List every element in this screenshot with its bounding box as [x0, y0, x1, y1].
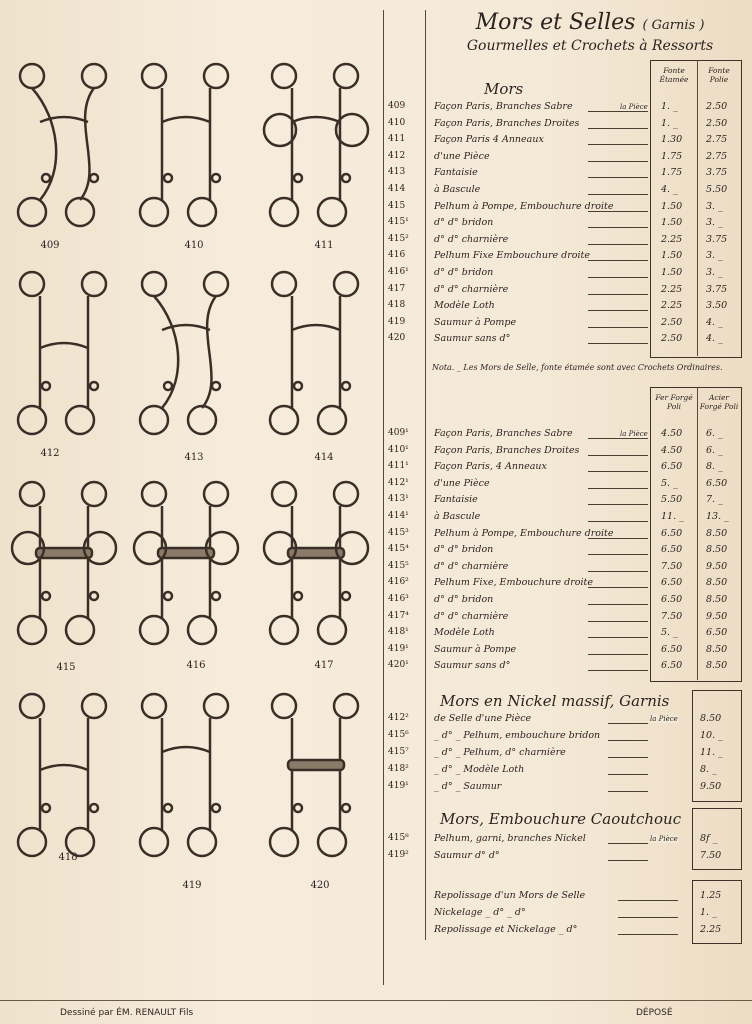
- leader-line: [608, 791, 648, 792]
- price-row: [388, 250, 740, 265]
- price-value-2: 3. _: [706, 250, 723, 262]
- item-description: Pelhum, garni, branches Nickel: [434, 833, 586, 844]
- price-row: [388, 833, 740, 848]
- price-value-2: 6. _: [706, 428, 723, 439]
- leader-line: [588, 438, 648, 439]
- item-description: Saumur d° d°: [434, 850, 500, 861]
- price-value-2: 9.50: [706, 610, 728, 622]
- price-value-2: 7. _: [706, 494, 723, 506]
- price-value-1: 11. _: [700, 747, 723, 758]
- bit-figure-417: [262, 478, 372, 657]
- price-row: [388, 781, 740, 796]
- leader-line: [608, 740, 648, 741]
- price-value-1: 1.25: [700, 890, 722, 901]
- price-value-1: 10. _: [700, 730, 723, 741]
- leader-line: [588, 244, 648, 245]
- price-row: [388, 134, 740, 149]
- price-row: [388, 267, 740, 282]
- leader-line: [588, 161, 648, 162]
- ref-number: 419¹: [388, 643, 409, 654]
- price-value-1: 6.50: [661, 660, 683, 672]
- price-value-2: 3.50: [706, 300, 728, 312]
- price-value-1: 2.50: [661, 333, 683, 345]
- price-value-2: 3.75: [706, 283, 728, 295]
- bit-figure-411: [262, 60, 372, 239]
- item-description: Nickelage _ d° _ d°: [434, 907, 526, 918]
- price-value-1: 2.25: [661, 233, 683, 245]
- price-row: [388, 660, 740, 675]
- price-value-2: 4. _: [706, 333, 723, 345]
- ref-number: 416³: [388, 594, 409, 604]
- price-row: [388, 511, 740, 526]
- price-value-1: 2.25: [661, 283, 683, 295]
- price-value-2: 2.50: [706, 101, 728, 112]
- price-value-2: 8.50: [706, 594, 728, 605]
- ref-number: 416¹: [388, 267, 409, 277]
- figure-number: 416: [186, 660, 206, 671]
- leader-line: [588, 260, 648, 261]
- leader-line: [588, 571, 648, 572]
- price-row: [388, 764, 740, 779]
- item-description: Saumur sans d°: [434, 660, 511, 672]
- price-row: [388, 594, 740, 609]
- leader-line: [588, 587, 648, 588]
- price-row: [388, 850, 740, 865]
- item-description: de Selle d'une Pièce: [434, 713, 532, 724]
- bit-figure-418: [10, 690, 120, 869]
- leader-line: [588, 488, 648, 489]
- price-row: [388, 644, 740, 659]
- price-row: [388, 478, 740, 493]
- ref-number: 415⁷: [388, 747, 409, 757]
- price-value-2: 8. _: [706, 461, 723, 473]
- price-value-2: 6.50: [706, 477, 728, 489]
- price-row: [388, 333, 740, 348]
- ref-number: 411: [388, 134, 406, 145]
- center-rule: [383, 10, 384, 985]
- price-row: [388, 544, 740, 559]
- item-description: Fantaisie: [434, 494, 478, 506]
- price-value-1: 6.50: [661, 594, 683, 605]
- leader-line: [588, 111, 648, 112]
- title-paren: ( Garnis ): [642, 18, 705, 33]
- price-value-1: 2.50: [661, 316, 683, 328]
- price-row: [388, 284, 740, 299]
- leader-line: [588, 310, 648, 311]
- price-row: [388, 428, 740, 443]
- price-row: [388, 151, 740, 166]
- price-value-1: 1. _: [661, 117, 678, 129]
- leader-line: [588, 471, 648, 472]
- bit-figure-415: [10, 478, 120, 657]
- leader-line: [618, 900, 678, 901]
- figure-number: 412: [40, 448, 60, 459]
- price-row: [388, 494, 740, 509]
- ref-number: 411¹: [388, 461, 409, 472]
- price-value-2: 8.50: [706, 643, 728, 655]
- section3-heading: Mors en Nickel massif, Garnis: [440, 692, 670, 710]
- item-description: Façon Paris, Branches Droites: [434, 444, 580, 456]
- item-description: _ d° _ Modèle Loth: [434, 764, 525, 775]
- section1-col2-header: Fonte Polie: [708, 66, 730, 84]
- leader-line: [608, 723, 648, 724]
- price-value-2: 2.75: [706, 150, 728, 162]
- ref-number: 415²: [388, 233, 409, 244]
- price-row: [388, 101, 740, 116]
- price-value-1: 11. _: [661, 511, 684, 522]
- price-value-1: 2.25: [700, 924, 722, 935]
- price-value-2: 3. _: [706, 200, 723, 212]
- item-description: Repolissage d'un Mors de Selle: [434, 890, 586, 901]
- leader-line: [588, 128, 648, 129]
- price-value-1: 1.50: [661, 267, 683, 278]
- ref-number: 410: [388, 117, 406, 128]
- price-row: [388, 201, 740, 216]
- price-row: [388, 730, 740, 745]
- ref-number: 413¹: [388, 494, 409, 505]
- ref-number: 417⁴: [388, 610, 409, 621]
- price-value-1: 1.75: [661, 150, 683, 162]
- leader-line: [588, 177, 648, 178]
- leader-line: [608, 843, 648, 844]
- price-row: [388, 561, 740, 576]
- price-row: [388, 713, 740, 728]
- price-value-1: 6.50: [661, 461, 683, 473]
- price-row: [388, 317, 740, 332]
- leader-line: [588, 294, 648, 295]
- price-value-1: 1.75: [661, 167, 683, 179]
- price-value-1: 9.50: [700, 781, 722, 792]
- figure-number: 409: [40, 240, 60, 251]
- ref-number: 415¹: [388, 217, 409, 228]
- price-value-2: 3. _: [706, 267, 723, 278]
- price-value-1: 8.50: [700, 713, 722, 724]
- price-value-1: 7.50: [661, 610, 683, 622]
- ref-number: 409¹: [388, 428, 409, 438]
- bit-figure-410: [132, 60, 242, 239]
- leader-line: [588, 211, 648, 212]
- price-value-2: 8.50: [706, 544, 728, 556]
- item-description: Pelhum à Pompe, Embouchure droite: [434, 200, 614, 212]
- price-row: [388, 167, 740, 182]
- price-row: [388, 461, 740, 476]
- price-value-2: 8.50: [706, 527, 728, 539]
- price-row: [388, 528, 740, 543]
- price-row: [388, 747, 740, 762]
- price-row: [388, 924, 740, 939]
- leader-line: [608, 860, 648, 861]
- price-value-2: 8.50: [706, 577, 728, 589]
- unit-label: la Pièce: [650, 715, 678, 723]
- leader-line: [588, 455, 648, 456]
- price-value-1: 1.50: [661, 200, 683, 212]
- ref-number: 418¹: [388, 627, 409, 638]
- price-value-1: 4.50: [661, 444, 683, 456]
- price-value-1: 1.50: [661, 250, 683, 262]
- price-value-1: 5. _: [661, 477, 678, 489]
- section2-col2-header: Acier Forgé Poli: [699, 393, 739, 411]
- figure-number: 411: [314, 240, 334, 251]
- ref-number: 415³: [388, 527, 409, 538]
- ref-number: 420¹: [388, 660, 409, 671]
- item-description: Façon Paris, Branches Sabre: [434, 101, 573, 112]
- leader-line: [588, 504, 648, 505]
- ref-number: 415⁵: [388, 560, 409, 571]
- item-description: _ d° _ Pelhum, d° charnière: [434, 747, 566, 758]
- price-value-1: 4. _: [661, 184, 678, 195]
- price-value-1: 6.50: [661, 643, 683, 655]
- item-description: d° d° charnière: [434, 560, 509, 572]
- leader-line: [618, 934, 678, 935]
- footer-depose: DÉPOSÉ: [636, 1008, 673, 1018]
- item-description: d'une Pièce: [434, 477, 490, 489]
- item-description: d° d° charnière: [434, 233, 509, 245]
- unit-label: la Pièce: [620, 430, 648, 438]
- figure-number: 413: [184, 452, 204, 463]
- section1-heading: Mors: [484, 80, 524, 98]
- figure-number: 418: [58, 852, 78, 863]
- section1-col1-header: Fonte Étamée: [659, 66, 689, 84]
- ref-number: 410¹: [388, 444, 409, 455]
- ref-number: 417: [388, 283, 406, 294]
- price-value-1: 1.30: [661, 134, 683, 146]
- item-description: Pelhum Fixe Embouchure droite: [434, 250, 590, 262]
- leader-line: [608, 757, 648, 758]
- price-value-1: 6.50: [661, 544, 683, 556]
- ref-number: 419²: [388, 850, 409, 860]
- bit-figure-416: [132, 478, 242, 657]
- leader-line: [588, 343, 648, 344]
- price-value-1: 5.50: [661, 494, 683, 506]
- bit-figure-412: [10, 268, 120, 447]
- figure-number: 415: [56, 662, 76, 673]
- footer-credit: Dessiné par ÉM. RENAULT Fils: [60, 1008, 194, 1018]
- price-value-2: 4. _: [706, 316, 723, 328]
- ref-number: 412²: [388, 713, 409, 723]
- price-value-2: 5.50: [706, 184, 728, 195]
- bit-figure-419: [132, 690, 242, 869]
- item-description: Pelhum à Pompe, Embouchure droite: [434, 527, 614, 539]
- ref-number: 412: [388, 150, 406, 161]
- item-description: Modèle Loth: [434, 300, 495, 312]
- price-value-1: 7.50: [661, 560, 683, 572]
- ref-number: 416: [388, 250, 406, 261]
- price-row: [388, 184, 740, 199]
- price-value-2: 2.75: [706, 134, 728, 146]
- price-value-1: 8. _: [700, 764, 717, 775]
- price-value-2: 13. _: [706, 511, 729, 522]
- price-row: [388, 300, 740, 315]
- figure-number: 419: [182, 880, 202, 891]
- item-description: Façon Paris, 4 Anneaux: [434, 461, 547, 473]
- ref-number: 418²: [388, 764, 409, 774]
- price-value-1: 6.50: [661, 577, 683, 589]
- item-description: d° d° bridon: [434, 267, 494, 278]
- ref-number: 413: [388, 167, 406, 178]
- footer-rule: [0, 1000, 752, 1001]
- item-description: d° d° bridon: [434, 217, 494, 229]
- price-value-2: 6. _: [706, 444, 723, 456]
- page-subtitle: Gourmelles et Crochets à Ressorts: [466, 38, 714, 54]
- leader-line: [588, 521, 648, 522]
- section2-col1-header: Fer Forgé Poli: [655, 393, 693, 411]
- leader-line: [588, 554, 648, 555]
- item-description: Saumur à Pompe: [434, 316, 517, 328]
- price-row: [388, 217, 740, 232]
- page-title: [440, 10, 740, 35]
- unit-label: la Pièce: [650, 835, 678, 843]
- item-description: Modèle Loth: [434, 627, 495, 639]
- leader-line: [588, 194, 648, 195]
- item-description: Façon Paris, Branches Droites: [434, 117, 580, 129]
- figure-number: 410: [184, 240, 204, 251]
- bit-figure-409: [10, 60, 120, 239]
- title-main: Mors et Selles: [475, 10, 636, 35]
- item-description: Fantaisie: [434, 167, 478, 179]
- price-value-2: 8.50: [706, 660, 728, 672]
- price-value-1: 4.50: [661, 428, 683, 439]
- section4-heading: Mors, Embouchure Caoutchouc: [440, 810, 682, 828]
- price-value-2: 3.75: [706, 233, 728, 245]
- leader-line: [588, 227, 648, 228]
- ref-number: 420: [388, 333, 406, 344]
- bit-figure-414: [262, 268, 372, 447]
- leader-line: [588, 654, 648, 655]
- price-row: [388, 118, 740, 133]
- item-description: à Bascule: [434, 511, 481, 522]
- item-description: d'une Pièce: [434, 150, 490, 162]
- item-description: _ d° _ Pelhum, embouchure bridon: [434, 730, 601, 741]
- item-description: d° d° charnière: [434, 283, 509, 295]
- leader-line: [608, 774, 648, 775]
- item-description: Façon Paris 4 Anneaux: [434, 134, 544, 146]
- price-row: [388, 577, 740, 592]
- ref-number: 412¹: [388, 477, 409, 488]
- leader-line: [588, 538, 648, 539]
- price-row: [388, 445, 740, 460]
- leader-line: [618, 917, 678, 918]
- item-description: _ d° _ Saumur: [434, 781, 502, 792]
- figure-number: 414: [314, 452, 334, 463]
- ref-number: 415: [388, 200, 406, 211]
- figure-number: 417: [314, 660, 334, 671]
- item-description: Pelhum Fixe, Embouchure droite: [434, 577, 593, 589]
- price-value-1: 2.25: [661, 300, 683, 312]
- bit-figure-420: [262, 690, 372, 869]
- ref-number: 415⁶: [388, 730, 409, 740]
- price-row: [388, 611, 740, 626]
- leader-line: [588, 277, 648, 278]
- leader-line: [588, 327, 648, 328]
- ref-number: 415⁴: [388, 544, 409, 555]
- price-row: [388, 890, 740, 905]
- bit-figure-413: [132, 268, 242, 447]
- item-description: Repolissage et Nickelage _ d°: [434, 924, 578, 935]
- price-value-1: 1.50: [661, 217, 683, 229]
- price-value-1: 6.50: [661, 527, 683, 539]
- price-value-2: 2.50: [706, 117, 728, 129]
- leader-line: [588, 621, 648, 622]
- ref-number: 415⁸: [388, 833, 409, 843]
- price-row: [388, 234, 740, 249]
- price-value-2: 3.75: [706, 167, 728, 179]
- ref-number: 409: [388, 101, 406, 111]
- figure-number: 420: [310, 880, 330, 891]
- ref-number: 414¹: [388, 511, 409, 521]
- nota-text: Nota. _ Les Mors de Selle, fonte étamée sont avec Crochets Ordinaires.: [432, 363, 723, 372]
- leader-line: [588, 604, 648, 605]
- item-description: Saumur sans d°: [434, 333, 511, 345]
- item-description: Façon Paris, Branches Sabre: [434, 428, 573, 439]
- price-value-1: 1. _: [661, 101, 678, 112]
- leader-line: [588, 637, 648, 638]
- ref-number: 414: [388, 184, 406, 194]
- item-description: d° d° charnière: [434, 610, 509, 622]
- price-value-2: 9.50: [706, 560, 728, 572]
- price-row: [388, 907, 740, 922]
- item-description: d° d° bridon: [434, 594, 494, 605]
- price-row: [388, 627, 740, 642]
- ref-number: 419: [388, 316, 406, 327]
- ref-number: 418: [388, 300, 406, 311]
- price-value-2: 3. _: [706, 217, 723, 229]
- unit-label: la Pièce: [620, 103, 648, 111]
- leader-line: [588, 670, 648, 671]
- price-value-1: 1. _: [700, 907, 717, 918]
- price-value-1: 5. _: [661, 627, 678, 639]
- item-description: Saumur à Pompe: [434, 643, 517, 655]
- item-description: d° d° bridon: [434, 544, 494, 556]
- leader-line: [588, 144, 648, 145]
- price-value-1: 8f _: [700, 833, 718, 844]
- price-value-1: 7.50: [700, 850, 722, 861]
- ref-number: 419¹: [388, 781, 409, 791]
- item-description: à Bascule: [434, 184, 481, 195]
- ref-number: 416²: [388, 577, 409, 588]
- price-value-2: 6.50: [706, 627, 728, 639]
